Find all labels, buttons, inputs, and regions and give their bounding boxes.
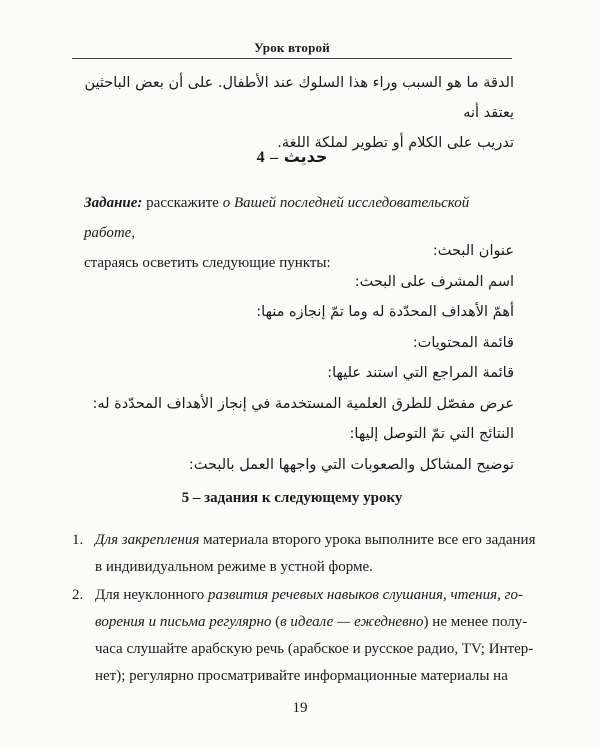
assignment-item [72, 527, 536, 581]
assignment-item [72, 582, 534, 690]
assignment-number: 1. [72, 532, 84, 548]
point-item: توضيح المشاكل والصعوبات التي واجهها العمل بالبحث: [188, 456, 514, 473]
assignment-text: Для неуклонного [95, 587, 209, 603]
section-4-title: حديث [283, 147, 328, 166]
assignment-line [95, 609, 528, 636]
assignment-text: , [497, 587, 505, 603]
assignment-line [95, 527, 536, 554]
assignment-line [95, 582, 523, 609]
assignment-text: ) не менее полу- [423, 614, 528, 630]
section-4-heading [72, 147, 512, 167]
point-item: أهمّ الأهداف المحدّدة له وما تمّ إنجازه منها: [256, 304, 514, 320]
points-list [72, 236, 514, 480]
task-text: , [131, 225, 136, 241]
assignment-emphasis: Для закрепления [95, 532, 200, 548]
running-header: Урок второй [254, 40, 330, 55]
point-item: النتائج التي تمّ التوصل إليها: [349, 426, 514, 442]
point-item: قائمة المراجع التي استند عليها: [327, 365, 514, 381]
arabic-intro-paragraph [72, 68, 514, 158]
assignment-text: материала второго урока выполните все его задания [199, 532, 536, 548]
section-4-number: 4 [256, 149, 265, 166]
assignment-emphasis: развития речевых навыков слушания [208, 587, 444, 603]
assignment-emphasis: ворения и письма регулярно [95, 614, 272, 630]
section-5-heading: 5 – задания к следующему уроку [181, 490, 403, 506]
assignment-emphasis: го- [504, 587, 523, 603]
page-number: 19 [292, 700, 308, 716]
section-4-dash: – [270, 149, 279, 166]
assignment-text: , [443, 587, 451, 603]
header-rule [72, 58, 512, 59]
assignment-line: часа слушайте арабскую речь (арабское и русское радио, TV; Интер- [95, 641, 534, 657]
task-keyword: Задание: [84, 195, 143, 211]
point-item: عرض مفصّل للطرق العلمية المستخدمة في إنجاز الأهداف المحدّدة له: [92, 395, 514, 412]
task-text-line2: стараясь осветить следующие пункты: [84, 255, 331, 271]
assignment-line: в индивидуальном режиме в устной форме. [95, 559, 373, 575]
assignment-emphasis: чтения [450, 587, 498, 603]
intro-line: تدريب على الكلام أو تطوير لملكة اللغة. [277, 135, 514, 151]
task-text: расскажите [142, 195, 223, 211]
point-item: قائمة المحتويات: [412, 334, 514, 351]
assignment-line: нет); регулярно просматривайте информационные материалы на [95, 668, 508, 684]
assignment-text: ( [271, 614, 281, 630]
assignment-number: 2. [72, 587, 84, 603]
point-item: عنوان البحث: [432, 243, 514, 259]
intro-line: الدقة ما هو السبب وراء هذا السلوك عند الأطفال. على أن بعض الباحثين يعتقد أنه [84, 75, 514, 121]
task-topic: о Вашей последней исследовательской работе [84, 195, 470, 241]
point-item: اسم المشرف على البحث: [354, 273, 514, 290]
assignment-emphasis: в идеале — ежедневно [280, 614, 424, 630]
